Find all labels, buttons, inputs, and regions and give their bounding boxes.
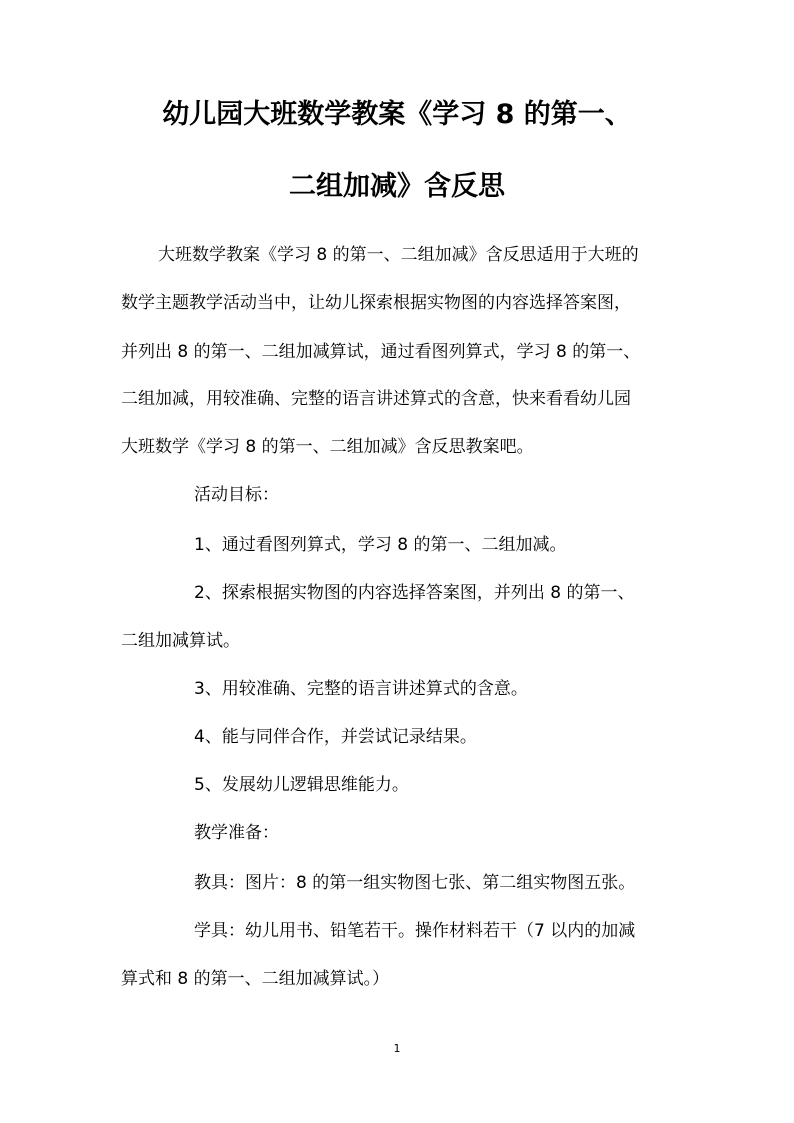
page-number: 1	[393, 1042, 401, 1055]
prep-teacher-tools: 教具：图片：8 的第一组实物图七张、第二组实物图五张。	[194, 873, 636, 893]
prep-student-tools-line-1: 学具：幼儿用书、铅笔若干。操作材料若干（7 以内的加减	[194, 921, 636, 941]
intro-line-2: 数学主题教学活动当中，让幼儿探索根据实物图的内容选择答案图，	[121, 293, 631, 313]
prep-student-tools-line-2: 算式和 8 的第一、二组加减算试。）	[121, 969, 390, 989]
goal-item-4: 4、能与同伴合作，并尝试记录结果。	[194, 727, 477, 747]
prep-heading: 教学准备：	[194, 823, 279, 843]
document-title-line-2: 二组加减》含反思	[289, 171, 505, 202]
intro-line-5: 大班数学《学习 8 的第一、二组加减》含反思教案吧。	[121, 437, 534, 457]
intro-line-3: 并列出 8 的第一、二组加减算试，通过看图列算式，学习 8 的第一、	[121, 342, 641, 362]
goal-item-3: 3、用较准确、完整的语言讲述算式的含意。	[194, 679, 528, 699]
intro-line-4: 二组加减，用较准确、完整的语言讲述算式的含意，快来看看幼儿园	[121, 389, 631, 409]
goal-item-5: 5、发展幼儿逻辑思维能力。	[194, 775, 409, 795]
document-title-line-1: 幼儿园大班数学教案《学习 8 的第一、	[162, 99, 632, 130]
goal-item-1: 1、通过看图列算式，学习 8 的第一、二组加减。	[194, 535, 567, 555]
goal-item-2-line-2: 二组加减算试。	[121, 631, 240, 651]
goal-item-2-line-1: 2、探索根据实物图的内容选择答案图，并列出 8 的第一、	[194, 583, 635, 603]
intro-line-1: 大班数学教案《学习 8 的第一、二组加减》含反思适用于大班的	[158, 245, 639, 265]
goals-heading: 活动目标：	[194, 485, 279, 505]
